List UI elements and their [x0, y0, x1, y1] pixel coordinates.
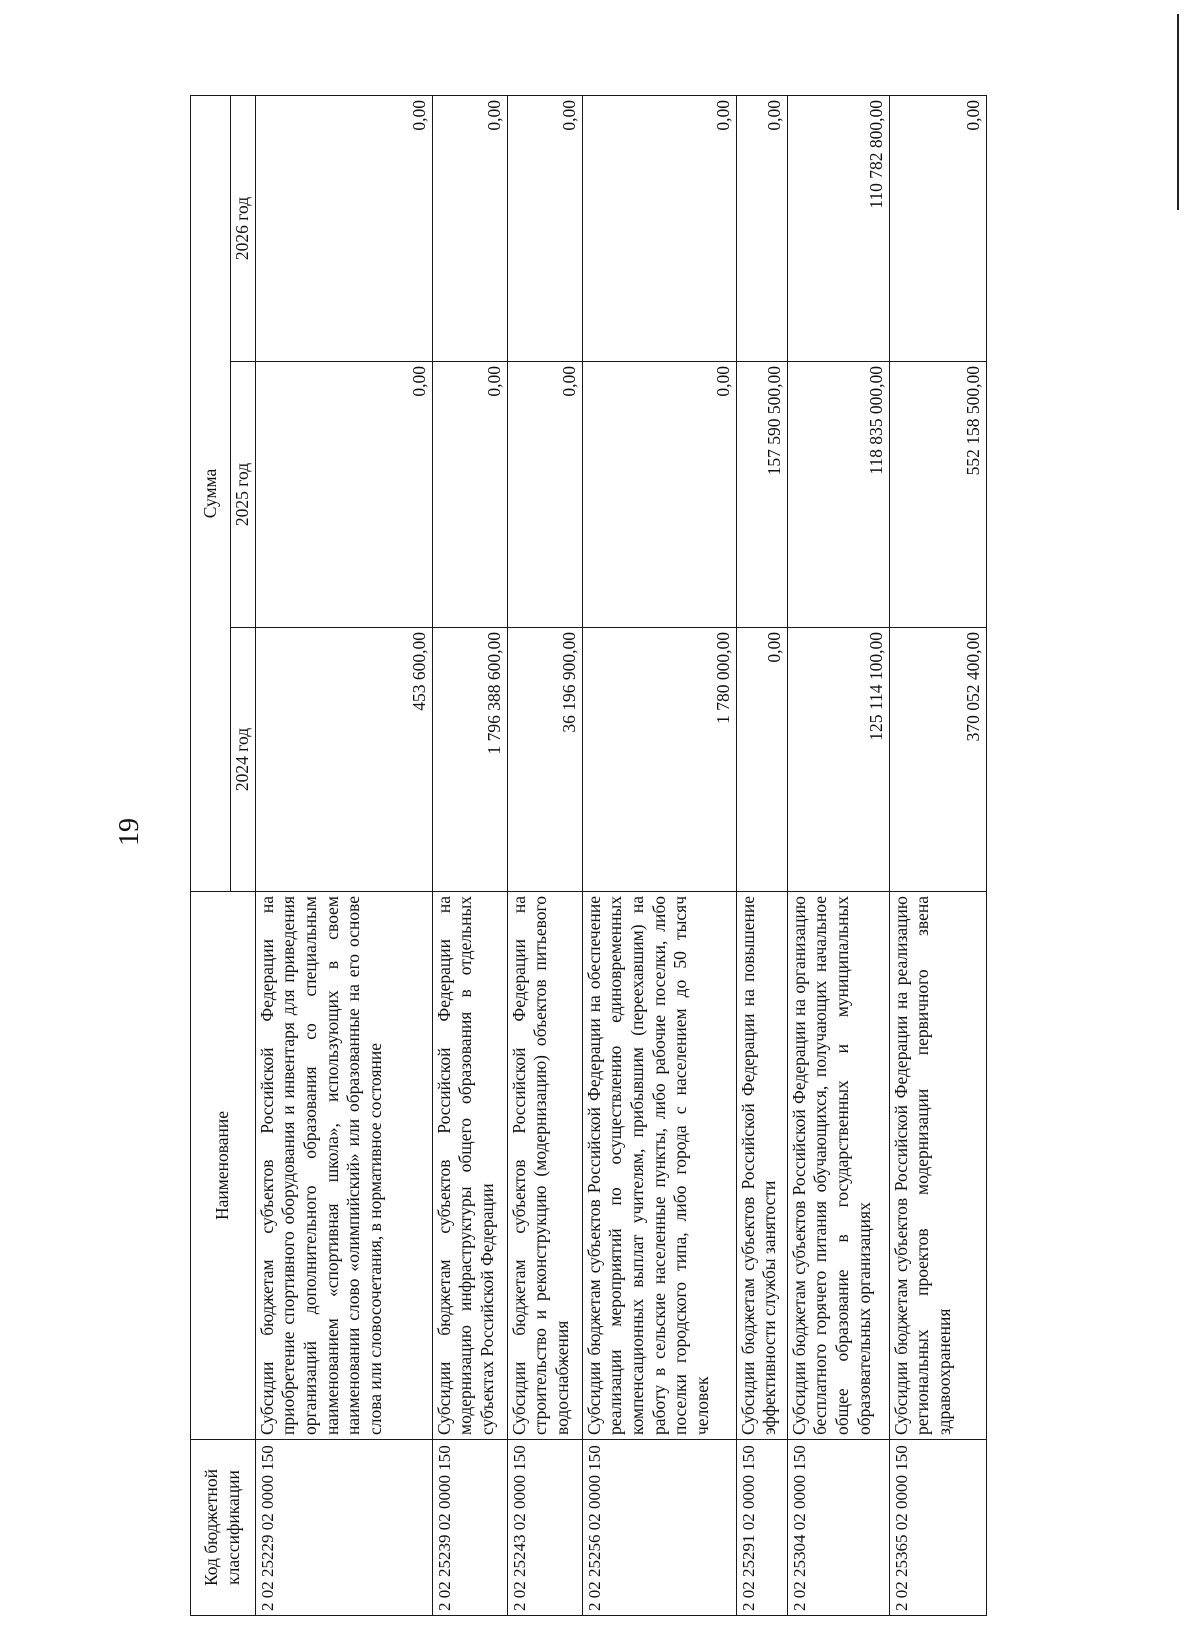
- table-row: [736, 95, 787, 1615]
- table-row: [787, 95, 889, 1615]
- row-amount-2025: 118 835 000,00: [787, 362, 889, 628]
- row-amount-2024: 125 114 100,00: [787, 628, 889, 892]
- header-2026: 2026 год: [231, 95, 256, 361]
- row-name: Субсидии бюджетам субъектов Российской Федерации на обеспечение реализации мероприятий по осуществлению единовременных компенсационных выплат учителям, прибывшим (переехавшим) на работу в сельские населенные пункты, либо рабочие поселки, либо поселки городского типа, либо города с населением до 50 тысяч человек: [582, 892, 736, 1440]
- row-name: Субсидии бюджетам субъектов Российской Федерации на организацию бесплатного горячего питания обучающихся, получающих начальное общее образование в государственных и муниципальных образовательных организациях: [787, 892, 889, 1440]
- row-amount-2024: 36 196 900,00: [507, 628, 582, 892]
- row-amount-2024: 0,00: [736, 628, 787, 892]
- row-amount-2025: 0,00: [582, 362, 736, 628]
- row-code: 2 02 25229 02 0000 150: [255, 1440, 432, 1616]
- row-amount-2026: 0,00: [255, 95, 432, 361]
- header-2024: 2024 год: [231, 628, 256, 892]
- margin-rule: [1177, 14, 1179, 210]
- row-amount-2025: 0,00: [432, 362, 507, 628]
- row-amount-2025: 157 590 500,00: [736, 362, 787, 628]
- table-row: [507, 95, 582, 1615]
- row-code: 2 02 25239 02 0000 150: [432, 1440, 507, 1616]
- row-amount-2026: 0,00: [889, 95, 986, 361]
- header-code: Код бюджетной классификации: [191, 1440, 256, 1616]
- row-name: Субсидии бюджетам субъектов Российской Федерации на модернизацию инфраструктуры общего образования в отдельных субъектах Российской Федерации: [432, 892, 507, 1440]
- row-amount-2025: 0,00: [507, 362, 582, 628]
- row-amount-2026: 110 782 800,00: [787, 95, 889, 361]
- header-2025: 2025 год: [231, 362, 256, 628]
- row-name: Субсидии бюджетам субъектов Российской Федерации на повышение эффективности службы занятости: [736, 892, 787, 1440]
- row-amount-2026: 0,00: [507, 95, 582, 361]
- row-amount-2025: 552 158 500,00: [889, 362, 986, 628]
- row-code: 2 02 25304 02 0000 150: [787, 1440, 889, 1616]
- row-amount-2025: 0,00: [255, 362, 432, 628]
- row-code: 2 02 25291 02 0000 150: [736, 1440, 787, 1616]
- table-row: [582, 95, 736, 1615]
- table-row: [255, 95, 432, 1615]
- row-amount-2024: 1 796 388 600,00: [432, 628, 507, 892]
- row-amount-2026: 0,00: [582, 95, 736, 361]
- row-code: 2 02 25365 02 0000 150: [889, 1440, 986, 1616]
- row-amount-2024: 370 052 400,00: [889, 628, 986, 892]
- row-amount-2024: 1 780 000,00: [582, 628, 736, 892]
- row-code: 2 02 25256 02 0000 150: [582, 1440, 736, 1616]
- row-name: Субсидии бюджетам субъектов Российской Федерации на строительство и реконструкцию (модернизацию) объектов питьевого водоснабжения: [507, 892, 582, 1440]
- row-amount-2026: 0,00: [736, 95, 787, 361]
- header-name: Наименование: [191, 892, 256, 1440]
- row-name: Субсидии бюджетам субъектов Российской Федерации на приобретение спортивного оборудования и инвентаря для приведения организаций дополнительного образования со специальным наименованием «спортивная школа», использующих в своем наименовании слово «олимпийский» или образованные на его основе слова или словосочетания, в нормативное состояние: [255, 892, 432, 1440]
- budget-table: [190, 95, 987, 1616]
- page-number: 19: [114, 818, 145, 846]
- header-sum: Сумма: [191, 95, 231, 891]
- row-amount-2026: 0,00: [432, 95, 507, 361]
- row-amount-2024: 453 600,00: [255, 628, 432, 892]
- budget-table-container: [190, 96, 985, 1616]
- row-code: 2 02 25243 02 0000 150: [507, 1440, 582, 1616]
- table-row: [889, 95, 986, 1615]
- table-row: [432, 95, 507, 1615]
- row-name: Субсидии бюджетам субъектов Российской Федерации на реализацию региональных проектов модернизации первичного звена здравоохранения: [889, 892, 986, 1440]
